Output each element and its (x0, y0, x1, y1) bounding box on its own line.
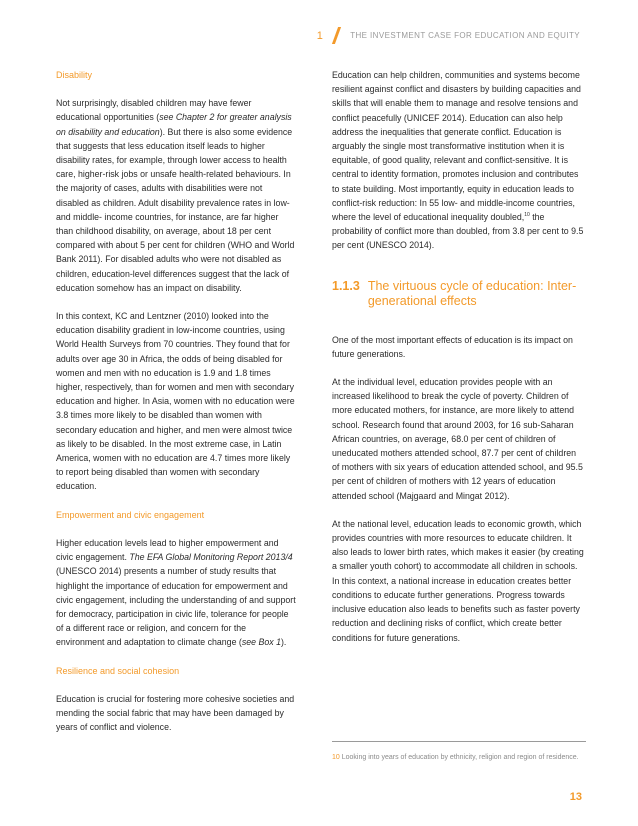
left-column (56, 68, 296, 734)
footnote-number: 10 (332, 754, 340, 761)
conflict-paragraph: Education can help children, communities and systems become resilient against conflict and disasters by building capacities and skills that will enable them to manage and resolve tensions and conflict peacefully (UNICEF 2014). Education can also help address the inequalities that generate conflict. Education is arguably the single most transformative institution when it is equitable, of good quality, relevant and conflict-sensitive. It is central to identity formation, promotes inclusion and contributes to state building. Most importantly, equity in education leads to conflict-risk reduction: In 55 low- and middle-income countries, where the level of educational inequality doubled,$^{10}$ the probability of conflict more than doubled, from 3.8 per cent to 9.5 per cent (UNESCO 2014). (332, 70, 584, 251)
disability-paragraph-2: In this context, KC and Lentzner (2010) looked into the education disability gradient in low-income countries, using World Health Surveys from 70 countries. They found that for adults over age 30 in Africa, the odds of being disabled for women and men with no education is 1.9 and 1.8 times higher, respectively, than for women and men with secondary education and higher. In Asia, women with no education were 3.8 times more likely to be disabled than women with secondary education and higher, and men were almost twice as likely to be disabled. In the most extreme case, in Latin America, women with no education are 4.7 times more likely to report being disabled than women with secondary education. (56, 311, 295, 492)
page-number: 13 (569, 791, 582, 803)
right-column (332, 68, 584, 645)
chapter-number: 1 (316, 29, 324, 42)
footnote-reference: 10 (524, 212, 530, 219)
header-slash-divider (332, 27, 341, 44)
running-title: THE INVESTMENT CASE FOR EDUCATION AND EQUITY (350, 31, 580, 40)
footnote (332, 752, 586, 763)
section-number: 1.1.3 (332, 278, 360, 293)
virtuous-paragraph-3: At the national level, education leads to economic growth, which provides countries with more resources to educate children. It also leads to lower birth rates, which makes it easier (by creating a smaller youth cohort) to accommodate all children in schools. In this context, a national increase in education creates better conditions to educate further generations. Progress towards inclusive education also leads to benefits such as faster poverty reduction and declining risks of conflict, which create better conditions for future generations. (332, 518, 584, 643)
running-header (317, 27, 580, 44)
empowerment-heading: Empowerment and civic engagement (56, 509, 205, 520)
section-title: The virtuous cycle of education: Inter-generational effects (367, 278, 577, 308)
footnote-text: Looking into years of education by ethnicity, religion and region of residence. (341, 754, 579, 761)
virtuous-paragraph-1: One of the most important effects of education is its impact on future generations. (332, 334, 573, 359)
section-heading (332, 279, 584, 309)
virtuous-paragraph-2: At the individual level, education provides people with an increased likelihood to break the cycle of poverty. Children of more educated mothers, for instance, are more likely to attend school. Research found that around 2003, for 16 sub-Saharan African countries, on average, 68.0 per cent of children of uneducated mothers attended school, 87.7 per cent of children of mothers with six years of education attended school, and 95.5 per cent of children of mothers with 12 years of education attended school (Majgaard and Mingat 2012). (332, 377, 583, 501)
footnote-divider (332, 741, 586, 742)
resilience-paragraph: Education is crucial for fostering more cohesive societies and mending the social fabric that may have been damaged by years of conflict and violence. (56, 693, 295, 733)
disability-paragraph-1: Not surprisingly, disabled children may have fewer educational opportunities (see Chapter 2 for greater analysis on disability and education). But there is also some evidence that suggests that less education itself leads to higher disability rates, for example, through lower access to health care, higher-risk jobs or unsafe health-related behaviours. In the majority of cases, adults with disabilities were not disabled as children. Adult disability prevalence rates in low- and middle- income countries, for instance, are far higher than childhood disability, on average, about 18 per cent compared with about 5 per cent for children (WHO and World Bank 2011). For disabled adults who were not disabled as children, education-level differences suggest that the lack of education somehow has an impact on disability. (56, 98, 295, 293)
resilience-heading: Resilience and social cohesion (56, 665, 180, 676)
empowerment-paragraph: Higher education levels lead to higher empowerment and civic engagement. The EFA Global Monitoring Report 2013/4 (UNESCO 2014) presents a number of study results that highlight the importance of education for empowerment and civic engagement, including the understanding of and support for democracy, participation in civic life, tolerance for people of a different race or religion, and concern for the environment and adaptation to climate change (see Box 1). (56, 537, 296, 648)
disability-heading: Disability (56, 70, 93, 80)
